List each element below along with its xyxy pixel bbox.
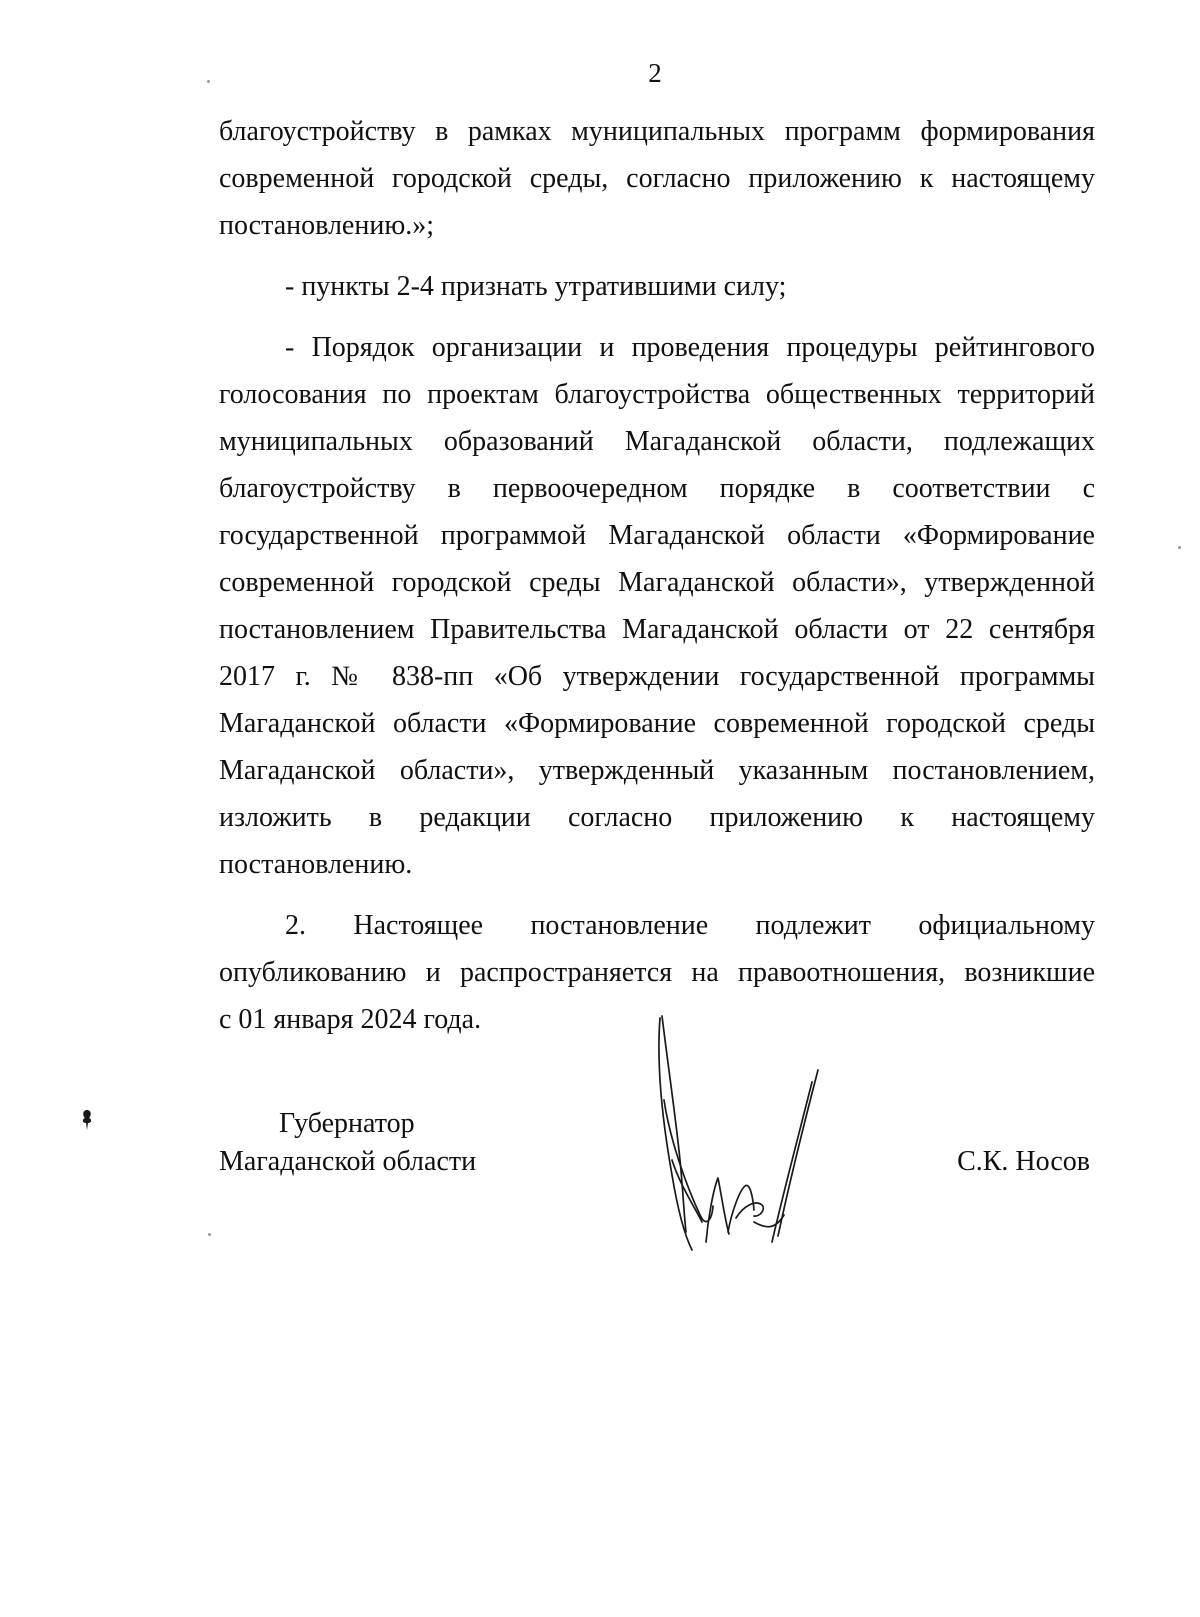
text-line: постановлению. xyxy=(219,849,413,880)
text-line: благоустройству в рамках муниципальных программ формирования xyxy=(219,116,1095,147)
text-line: 2017 г. № 838-пп «Об утверждении государственной программы xyxy=(219,661,1095,692)
text-line: государственной программой Магаданской области «Формирование xyxy=(219,520,1095,551)
ink-blot-icon xyxy=(80,1108,94,1132)
paragraph-repeal-clauses xyxy=(219,263,1095,310)
text-line: опубликованию и распространяется на правоотношения, возникшие xyxy=(219,957,1095,988)
text-line: - Порядок организации и проведения процедуры рейтингового xyxy=(285,332,1095,363)
scan-speck xyxy=(1178,546,1181,549)
text-line: благоустройству в первоочередном порядке в соответствии с xyxy=(219,473,1095,504)
text-line: постановлением Правительства Магаданской области от 22 сентября xyxy=(219,614,1095,645)
text-line: современной городской среды, согласно приложению к настоящему xyxy=(219,163,1095,194)
scan-speck xyxy=(208,1233,211,1236)
text-line: - пункты 2-4 признать утратившими силу; xyxy=(285,271,787,302)
text-line: 2. Настоящее постановление подлежит официальному xyxy=(285,910,1095,941)
scan-speck xyxy=(207,80,210,83)
signatory-name: С.К. Носов xyxy=(957,1146,1090,1177)
paragraph-continuation xyxy=(219,108,1095,249)
text-line: голосования по проектам благоустройства общественных территорий xyxy=(219,379,1095,410)
paragraph-procedure-amendment xyxy=(219,324,1095,888)
signatory-position-line2: Магаданской области xyxy=(219,1146,477,1177)
text-line: муниципальных образований Магаданской области, подлежащих xyxy=(219,426,1095,457)
text-line: изложить в редакции согласно приложению к настоящему xyxy=(219,802,1095,833)
text-line: Магаданской области «Формирование современной городской среды xyxy=(219,708,1095,739)
text-line: современной городской среды Магаданской области», утвержденной xyxy=(219,567,1095,598)
handwritten-signature-icon xyxy=(650,1010,870,1260)
text-line: Магаданской области», утвержденный указанным постановлением, xyxy=(219,755,1095,786)
text-line: с 01 января 2024 года. xyxy=(219,1004,482,1035)
page-number: 2 xyxy=(648,58,662,88)
document-body xyxy=(219,108,1095,1043)
text-line: постановлению.»; xyxy=(219,210,435,241)
signatory-position-line1: Губернатор xyxy=(279,1108,415,1139)
